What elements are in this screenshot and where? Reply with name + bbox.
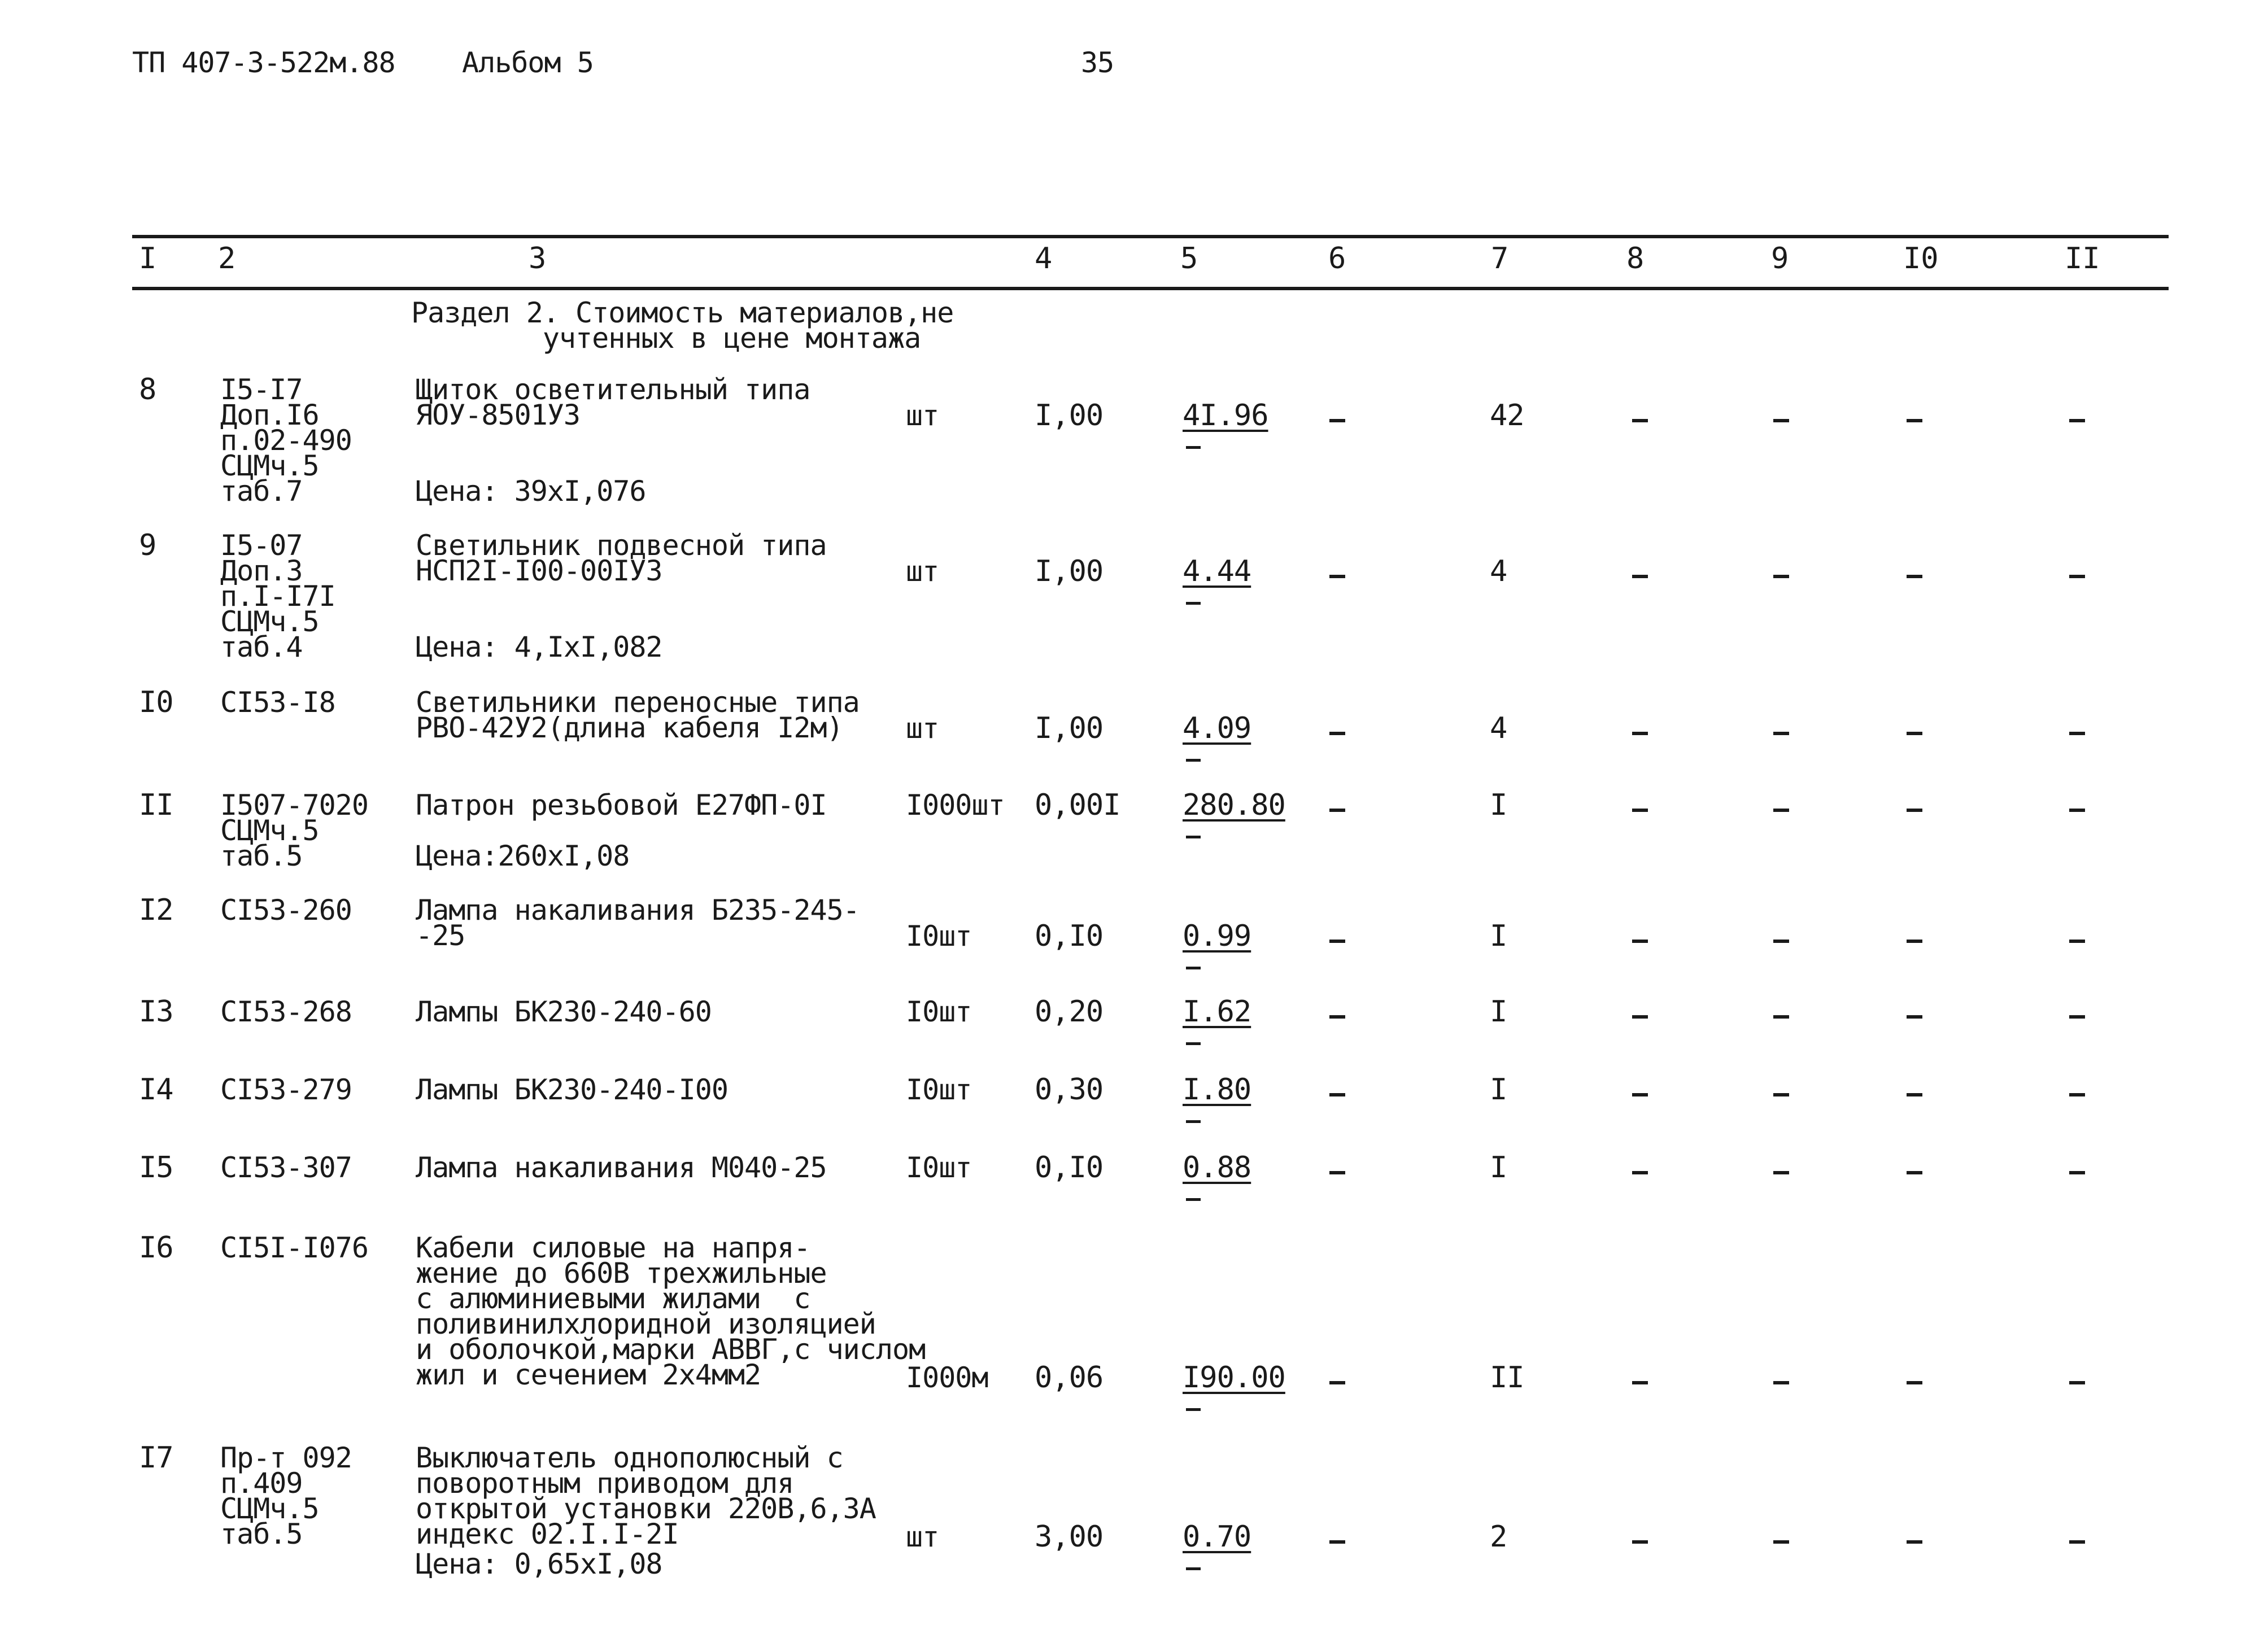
row-price: 4.44 xyxy=(1183,554,1251,588)
table-top-rule xyxy=(132,235,2169,238)
row-code: СI53-I8 xyxy=(220,686,335,719)
column-header-8: 8 xyxy=(1626,242,1645,276)
row-unit: I0шт xyxy=(906,920,972,953)
col11-dash xyxy=(2069,575,2085,578)
col8-dash xyxy=(1632,1093,1648,1096)
row-total: I xyxy=(1490,788,1507,822)
col9-dash xyxy=(1773,575,1789,578)
row-unit: I000шт xyxy=(906,789,1005,822)
row-unit: I0шт xyxy=(906,995,972,1028)
row-total: I xyxy=(1490,995,1507,1029)
col10-dash xyxy=(1907,1381,1922,1384)
row-name: Светильник подвесной типа НСП2I-I00-00IУ3 xyxy=(416,529,827,587)
col9-dash xyxy=(1773,1381,1789,1384)
row-total: I xyxy=(1490,1151,1507,1185)
col6-dash xyxy=(1329,1015,1345,1019)
row-name: Кабели силовые на напря- жение до 660В трехжильные с алюминиевыми жилами с поливинилхлоридной изоляцией и оболочкой,марки АВВГ,с числом жил и сечением 2х4мм2 xyxy=(416,1231,926,1391)
col8-dash xyxy=(1632,1540,1648,1544)
col11-dash xyxy=(2069,940,2085,943)
col9-dash xyxy=(1773,1171,1789,1174)
row-number: 9 xyxy=(139,528,156,562)
col8-dash xyxy=(1632,419,1648,422)
row-total: 2 xyxy=(1490,1520,1507,1554)
row-quantity: 0,30 xyxy=(1035,1073,1104,1107)
row-unit: шт xyxy=(906,555,939,588)
column-header-9: 9 xyxy=(1771,242,1789,276)
col6-dash xyxy=(1329,1171,1345,1174)
col11-dash xyxy=(2069,732,2085,735)
col6-dash xyxy=(1329,940,1345,943)
row-unit: шт xyxy=(906,1521,939,1553)
row-code: СI53-279 xyxy=(220,1073,352,1106)
col9-dash xyxy=(1773,809,1789,812)
column-header-1: I xyxy=(139,242,157,276)
col9-dash xyxy=(1773,419,1789,422)
row-price-note: Цена:260хI,08 xyxy=(416,840,630,872)
col6-dash xyxy=(1329,732,1345,735)
row-code: СI53-268 xyxy=(220,995,352,1028)
price-subscript-mark xyxy=(1186,1120,1201,1123)
row-number: I0 xyxy=(139,685,173,719)
col10-dash xyxy=(1907,1540,1922,1544)
row-number: I7 xyxy=(139,1441,173,1475)
row-quantity: I,00 xyxy=(1035,554,1104,588)
col10-dash xyxy=(1907,1171,1922,1174)
col9-dash xyxy=(1773,1015,1789,1019)
col10-dash xyxy=(1907,809,1922,812)
row-name: Лампы БК230-240-I00 xyxy=(416,1073,728,1106)
col10-dash xyxy=(1907,940,1922,943)
col6-dash xyxy=(1329,1540,1345,1544)
row-code: I5-07 Доп.3 п.I-I7I СЦМч.5 таб.4 xyxy=(220,529,335,663)
col11-dash xyxy=(2069,1093,2085,1096)
row-price-note: Цена: 39хI,076 xyxy=(416,475,646,508)
column-header-7: 7 xyxy=(1491,242,1509,276)
row-name: Лампа накаливания М040-25 xyxy=(416,1151,827,1184)
row-number: I3 xyxy=(139,995,173,1029)
section-title: Раздел 2. Стоимость материалов,не учтенных в цене монтажа xyxy=(411,296,954,355)
col11-dash xyxy=(2069,1015,2085,1019)
price-subscript-mark xyxy=(1186,836,1201,838)
col9-dash xyxy=(1773,1540,1789,1544)
document-code: ТП 407-3-522м.88 xyxy=(132,46,395,79)
col10-dash xyxy=(1907,732,1922,735)
row-quantity: I,00 xyxy=(1035,711,1104,745)
row-price: I.80 xyxy=(1183,1073,1251,1107)
row-code: СI53-260 xyxy=(220,894,352,927)
col10-dash xyxy=(1907,1093,1922,1096)
album-label: Альбом 5 xyxy=(462,46,594,79)
row-number: I5 xyxy=(139,1151,173,1185)
col8-dash xyxy=(1632,809,1648,812)
col6-dash xyxy=(1329,575,1345,578)
col9-dash xyxy=(1773,1093,1789,1096)
row-number: II xyxy=(139,788,173,822)
row-name: Выключатель однополюсный с поворотным приводом для открытой установки 220В,6,3А индекс 02.I.I-2I xyxy=(416,1441,876,1550)
row-total: I xyxy=(1490,1073,1507,1107)
row-quantity: 0,20 xyxy=(1035,995,1104,1029)
row-price: 4.09 xyxy=(1183,711,1251,745)
row-unit: I0шт xyxy=(906,1151,972,1184)
column-header-11: II xyxy=(2065,242,2100,276)
col6-dash xyxy=(1329,1093,1345,1096)
price-subscript-mark xyxy=(1186,602,1201,605)
col9-dash xyxy=(1773,940,1789,943)
row-number: I6 xyxy=(139,1231,173,1265)
col6-dash xyxy=(1329,419,1345,422)
col11-dash xyxy=(2069,1171,2085,1174)
row-quantity: I,00 xyxy=(1035,399,1104,432)
row-quantity: 0,00I xyxy=(1035,788,1120,822)
row-price: 0.99 xyxy=(1183,919,1251,953)
col11-dash xyxy=(2069,809,2085,812)
row-price-note: Цена: 0,65хI,08 xyxy=(416,1548,662,1580)
row-number: I4 xyxy=(139,1073,173,1107)
row-code: I507-7020 СЦМч.5 таб.5 xyxy=(220,789,368,872)
row-code: I5-I7 Доп.I6 п.02-490 СЦМч.5 таб.7 xyxy=(220,373,352,508)
col10-dash xyxy=(1907,419,1922,422)
col11-dash xyxy=(2069,1381,2085,1384)
column-header-4: 4 xyxy=(1035,242,1053,276)
row-unit: шт xyxy=(906,712,939,745)
row-number: I2 xyxy=(139,893,173,927)
col8-dash xyxy=(1632,940,1648,943)
col8-dash xyxy=(1632,1171,1648,1174)
col6-dash xyxy=(1329,809,1345,812)
row-code: СI5I-I076 xyxy=(220,1231,368,1264)
row-number: 8 xyxy=(139,373,156,407)
column-header-10: I0 xyxy=(1903,242,1939,276)
row-price: 280.80 xyxy=(1183,788,1285,822)
column-header-5: 5 xyxy=(1180,242,1198,276)
price-subscript-mark xyxy=(1186,759,1201,762)
row-unit: шт xyxy=(906,399,939,432)
col8-dash xyxy=(1632,1015,1648,1019)
row-name: Патрон резьбовой Е27ФП-0I xyxy=(416,789,827,822)
col6-dash xyxy=(1329,1381,1345,1384)
row-price: I90.00 xyxy=(1183,1361,1285,1395)
row-total: I xyxy=(1490,919,1507,953)
row-price: 0.88 xyxy=(1183,1151,1251,1185)
row-unit: I0шт xyxy=(906,1073,972,1106)
row-name: Светильники переносные типа РВО-42У2(длина кабеля I2м) xyxy=(416,686,860,744)
col9-dash xyxy=(1773,732,1789,735)
col11-dash xyxy=(2069,1540,2085,1544)
row-name: Лампа накаливания Б235-245- -25 xyxy=(416,894,860,952)
row-name: Щиток осветительный типа ЯОУ-8501У3 xyxy=(416,373,810,431)
table-header-rule xyxy=(132,287,2169,290)
price-subscript-mark xyxy=(1186,1198,1201,1201)
price-subscript-mark xyxy=(1186,1408,1201,1411)
col10-dash xyxy=(1907,1015,1922,1019)
row-price: 0.70 xyxy=(1183,1520,1251,1554)
row-quantity: 0,I0 xyxy=(1035,1151,1104,1185)
price-subscript-mark xyxy=(1186,967,1201,969)
row-total: 42 xyxy=(1490,399,1524,432)
col11-dash xyxy=(2069,419,2085,422)
row-unit: I000м xyxy=(906,1361,988,1394)
col10-dash xyxy=(1907,575,1922,578)
page-number: 35 xyxy=(1081,46,1114,79)
row-name: Лампы БК230-240-60 xyxy=(416,995,712,1028)
row-total: 4 xyxy=(1490,554,1507,588)
row-price-note: Цена: 4,IхI,082 xyxy=(416,631,662,663)
col8-dash xyxy=(1632,575,1648,578)
price-subscript-mark xyxy=(1186,1042,1201,1045)
row-price: I.62 xyxy=(1183,995,1251,1029)
row-code: Пр-т 092 п.409 СЦМч.5 таб.5 xyxy=(220,1441,352,1550)
row-quantity: 3,00 xyxy=(1035,1520,1104,1554)
row-total: 4 xyxy=(1490,711,1507,745)
row-quantity: 0,06 xyxy=(1035,1361,1104,1395)
column-header-6: 6 xyxy=(1328,242,1346,276)
col8-dash xyxy=(1632,1381,1648,1384)
col8-dash xyxy=(1632,732,1648,735)
column-header-3: 3 xyxy=(529,242,547,276)
column-header-2: 2 xyxy=(218,242,236,276)
row-total: II xyxy=(1490,1361,1524,1395)
price-subscript-mark xyxy=(1186,446,1201,449)
price-subscript-mark xyxy=(1186,1567,1201,1570)
row-quantity: 0,I0 xyxy=(1035,919,1104,953)
row-code: СI53-307 xyxy=(220,1151,352,1184)
row-price: 4I.96 xyxy=(1183,399,1268,432)
